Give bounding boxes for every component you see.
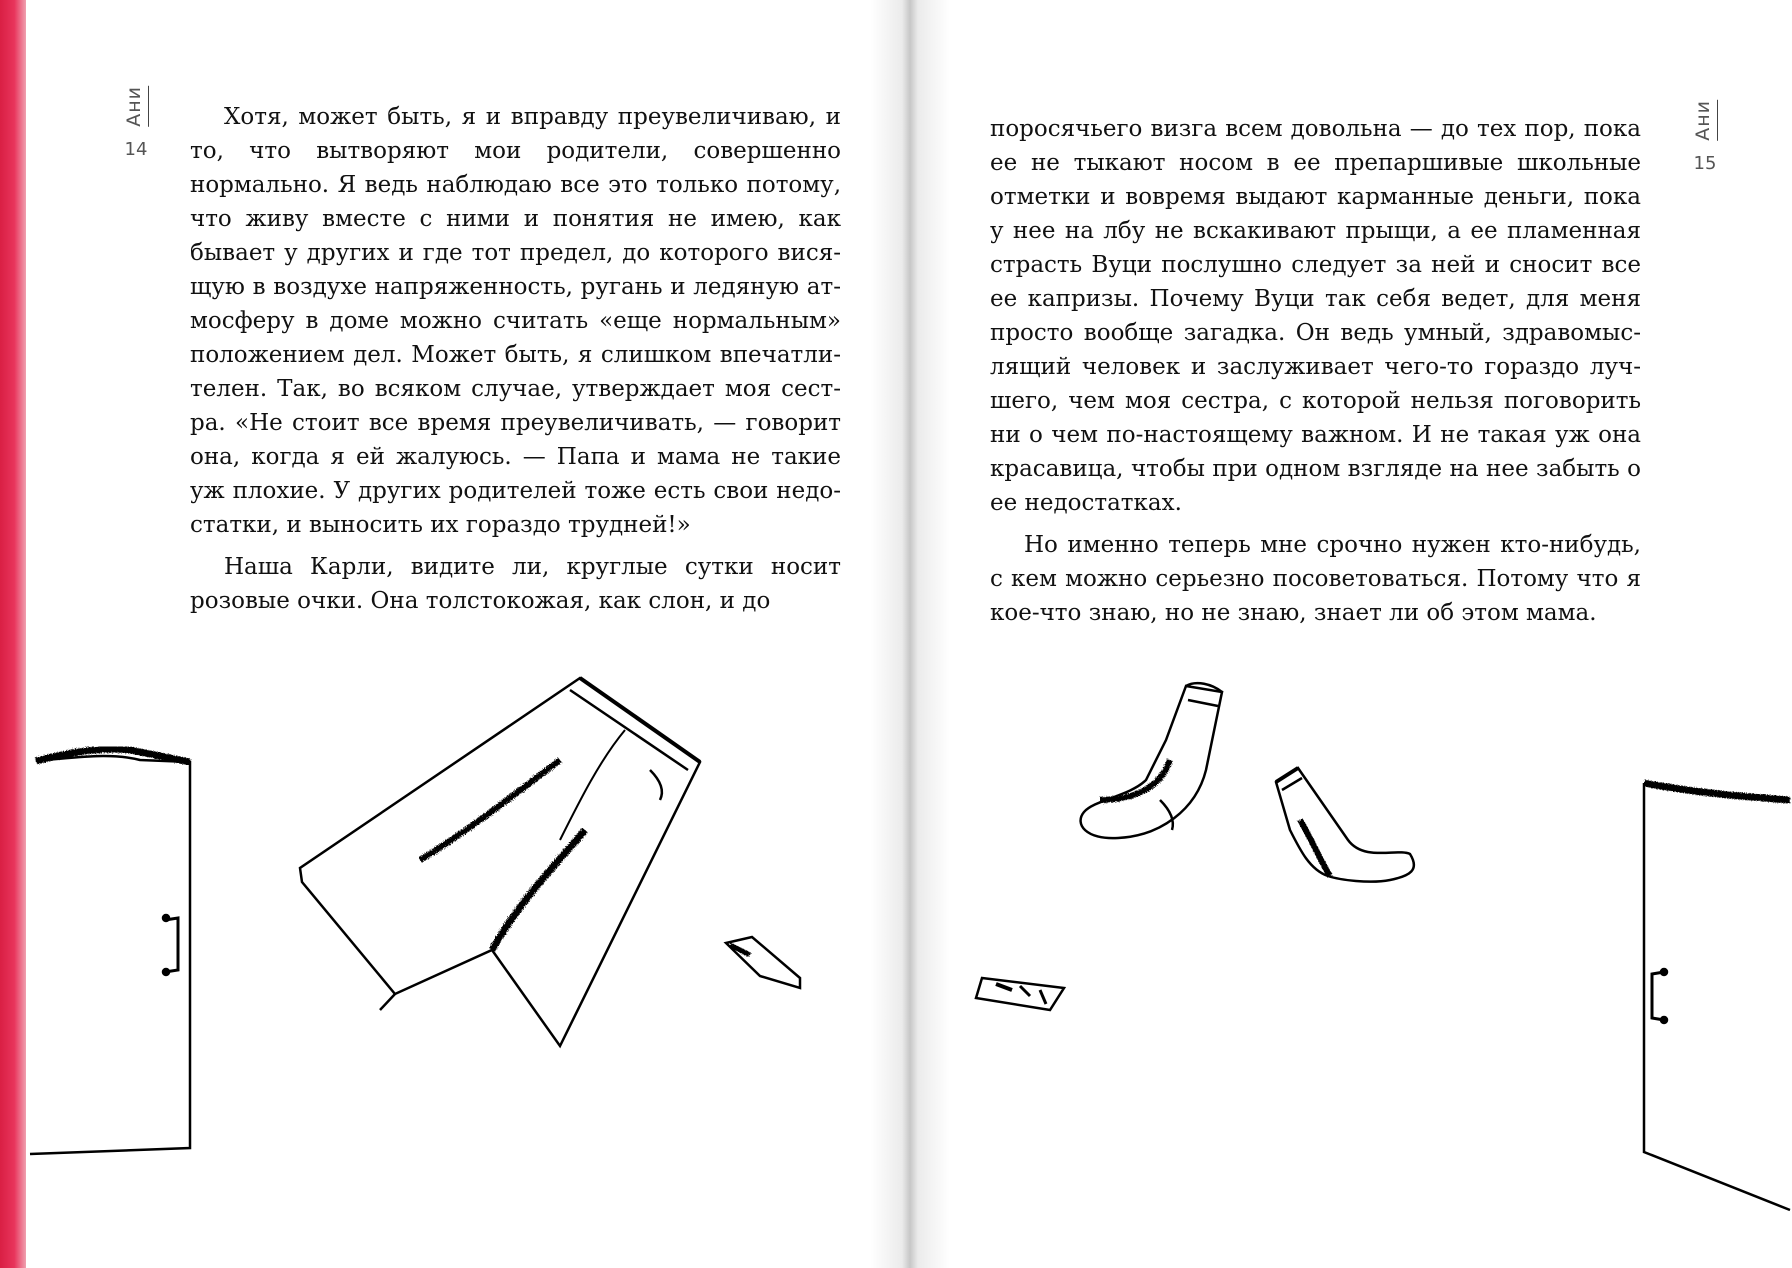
right-running-head-title: Ани <box>1693 100 1718 141</box>
left-running-head-title: Ани <box>124 86 149 127</box>
right-paper-scrap-drawing <box>976 978 1064 1010</box>
right-door-drawing <box>1644 783 1790 1210</box>
sock-2-drawing <box>1276 768 1414 882</box>
pants-drawing <box>300 678 700 1046</box>
left-door-drawing <box>30 749 190 1154</box>
left-paragraph-2: Наша Карли, видите ли, круглые сутки носит розовые очки. Она толстокожая, как слон, и до <box>190 554 841 614</box>
right-paragraph-1: поросячьего визга всем довольна — до тех пор, пока ее не тыкают носом в ее препаршивые школьные отметки и вовремя выдают карманные деньги, пока у нее на лбу не вскакивают прыщи, а ее пламенная страсть Вуци послушно следует за ней и сносит все ее капризы. Почему Вуци так себя ведет, для меня просто вообще загадка. Он ведь умный, здравомыслящий человек и заслуживает чего-то гораздо лучшего, чем моя сестра, с которой нельзя поговорить ни о чем по-настоящему важном. И не такая уж она красавица, чтобы при одном взгляде на нее забыть о ее недостатках. <box>990 116 1641 516</box>
right-page-number: 15 <box>1693 152 1717 174</box>
sock-1-drawing <box>1081 683 1222 838</box>
left-paragraph-1: Хотя, может быть, я и вправду преувеличиваю, и то, что вытворяют мои родители, совершенно нормально. Я ведь наблюдаю все это только потому, что живу вместе с ними и понятия не имею, как бывает у других и где тот предел, до которого висящую в воздухе напряженность, ругань и ледяную атмосферу в доме можно считать «еще нормальным» положением дел. Может быть, я слишком впечатлителен. Так, во всяком случае, утверждает моя сестра. «Не стоит все время преувеличивать, — говорит она, когда я ей жалуюсь. — Папа и мама не такие уж плохие. У других родителей тоже есть свои недостатки, и выносить их гораздо трудней!» <box>190 104 841 538</box>
left-page-number: 14 <box>124 138 148 160</box>
left-paper-scrap-drawing <box>726 937 800 988</box>
right-paragraph-2: Но именно теперь мне срочно нужен кто-нибудь, с кем можно серьезно посоветоваться. Потому что я кое-что знаю, но не знаю, знает ли об этом мама. <box>990 532 1641 626</box>
